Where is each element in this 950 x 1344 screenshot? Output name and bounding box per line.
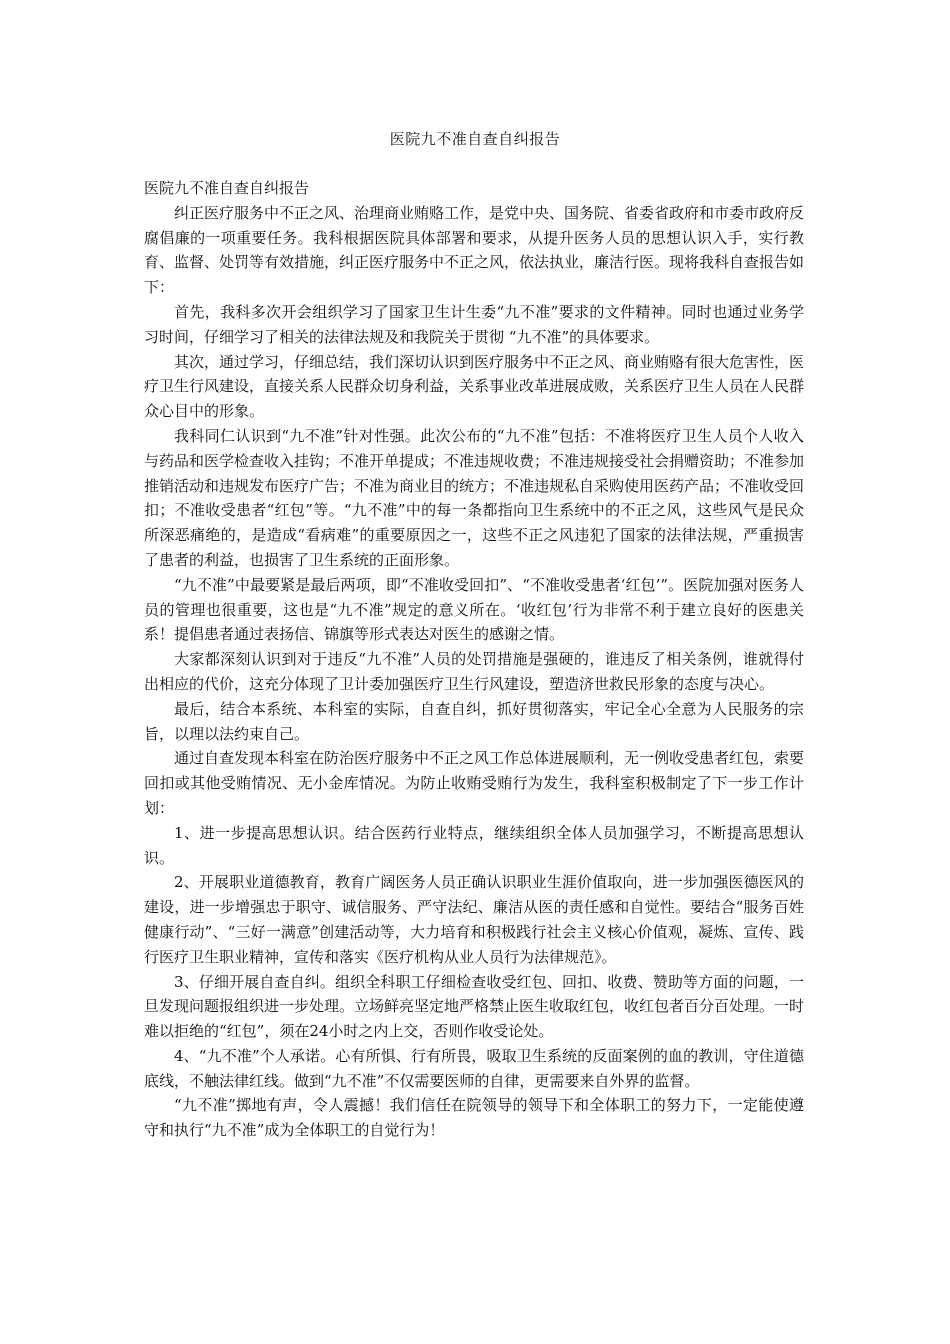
paragraph-intro: 纠正医疗服务中不正之风、治理商业贿赂工作，是党中央、国务院、省委省政府和市委市政府反腐倡廉的一项重要任务。我科根据医院具体部署和要求，从提升医务人员的思想认识入手，实行教育、监督、处罚等有效措施，纠正医疗服务中不正之风，依法执业，廉洁行医。现将我科自查报告如下： <box>144 203 805 297</box>
paragraph-key-rules: “九不准”中最要紧是最后两项，即“不准收受回扣”、“不准收受患者‘红包’”。医院加强对医务人员的管理也很重要，这也是“九不准”规定的意义所在。‘收红包’行为非常不利于建立良好的医患关系！提倡患者通过表扬信、锦旗等形式表达对医生的感谢之情。 <box>144 575 804 644</box>
plan-item-1: 1、进一步提高思想认识。结合医药行业特点，继续组织全体人员加强学习，不断提高思想认识。 <box>144 823 804 867</box>
document-title: 医院九不准自查自纠报告 <box>389 130 561 148</box>
paragraph-first: 首先，我科多次开会组织学习了国家卫生计生委“九不准”要求的文件精神。同时也通过业务学习时间，仔细学习了相关的法律法规及和我院关于贯彻 “九不准”的具体要求。 <box>144 302 804 346</box>
plan-item-3: 3、仔细开展自查自纠。组织全科职工仔细检查收受红包、回扣、收费、赞助等方面的问题，一旦发现问题报组织进一步处理。立场鲜亮坚定地严格禁止医生收取红包，收红包者百分百处理。一时难以拒绝的“红包”，须在24小时之内上交，否则作收受论处。 <box>144 972 805 1041</box>
paragraph-conclusion: “九不准”掷地有声，令人震撼！我们信任在院领导的领导下和全体职工的努力下，一定能使遵守和执行“九不准”成为全体职工的自觉行为！ <box>144 1096 804 1140</box>
document-body <box>144 176 804 1143</box>
paragraph-findings: 通过自查发现本科室在防治医疗服务中不正之风工作总体进展顺利，无一例收受患者红包，索要回扣或其他受贿情况、无小金库情况。为防止收贿受贿行为发生，我科室积极制定了下一步工作计划： <box>144 749 805 817</box>
plan-item-4: 4、“九不准”个人承诺。心有所惧、行有所畏，吸取卫生系统的反面案例的血的教训，守住道德底线，不触法律红线。做到“九不准”不仅需要医师的自律，更需要来自外界的监督。 <box>144 1046 804 1090</box>
body-heading: 医院九不准自查自纠报告 <box>144 179 310 197</box>
paragraph-nine-rules: 我科同仁认识到“九不准”针对性强。此次公布的“九不准”包括：不准将医疗卫生人员个人收入与药品和医学检查收入挂钩；不准开单提成；不准违规收费；不准违规接受社会捐赠资助；不准参加推销活动和违规发布医疗广告；不准为商业目的统方；不准违规私自采购使用医药产品；不准收受回扣；不准收受患者“红包”等。“九不准”中的每一条都指向卫生系统中的不正之风，这些风气是民众所深恶痛绝的，是造成“看病难”的重要原因之一，这些不正之风违犯了国家的法律法规，严重损害了患者的利益，也损害了卫生系统的正面形象。 <box>144 426 805 569</box>
paragraph-penalty: 大家都深刻认识到对于违反“九不准”人员的处罚措施是强硬的，谁违反了相关条例，谁就得付出相应的代价，这充分体现了卫计委加强医疗卫生行风建设，塑造济世救民形象的态度与决心。 <box>144 650 804 693</box>
paragraph-second: 其次，通过学习，仔细总结，我们深切认识到医疗服务中不正之风、商业贿赂有很大危害性，医疗卫生行风建设，直接关系人民群众切身利益，关系事业改革进展成败，关系医疗卫生人员在人民群众心目中的形象。 <box>144 352 805 421</box>
plan-item-2: 2、开展职业道德教育，教育广阔医务人员正确认识职业生涯价值取向，进一步加强医德医风的建设，进一步增强忠于职守、诚信服务、严守法纪、廉洁从医的责任感和自觉性。要结合“服务百姓健康行动”、“三好一满意”创建活动等，大力培育和积极践行社会主义核心价值观，凝炼、宣传、践行医疗卫生职业精神，宣传和落实《医疗机构从业人员行为法律规范》。 <box>144 873 804 966</box>
paragraph-finally: 最后，结合本系统、本科室的实际，自查自纠，抓好贯彻落实，牢记全心全意为人民服务的宗旨，以理以法约束自己。 <box>144 699 804 743</box>
